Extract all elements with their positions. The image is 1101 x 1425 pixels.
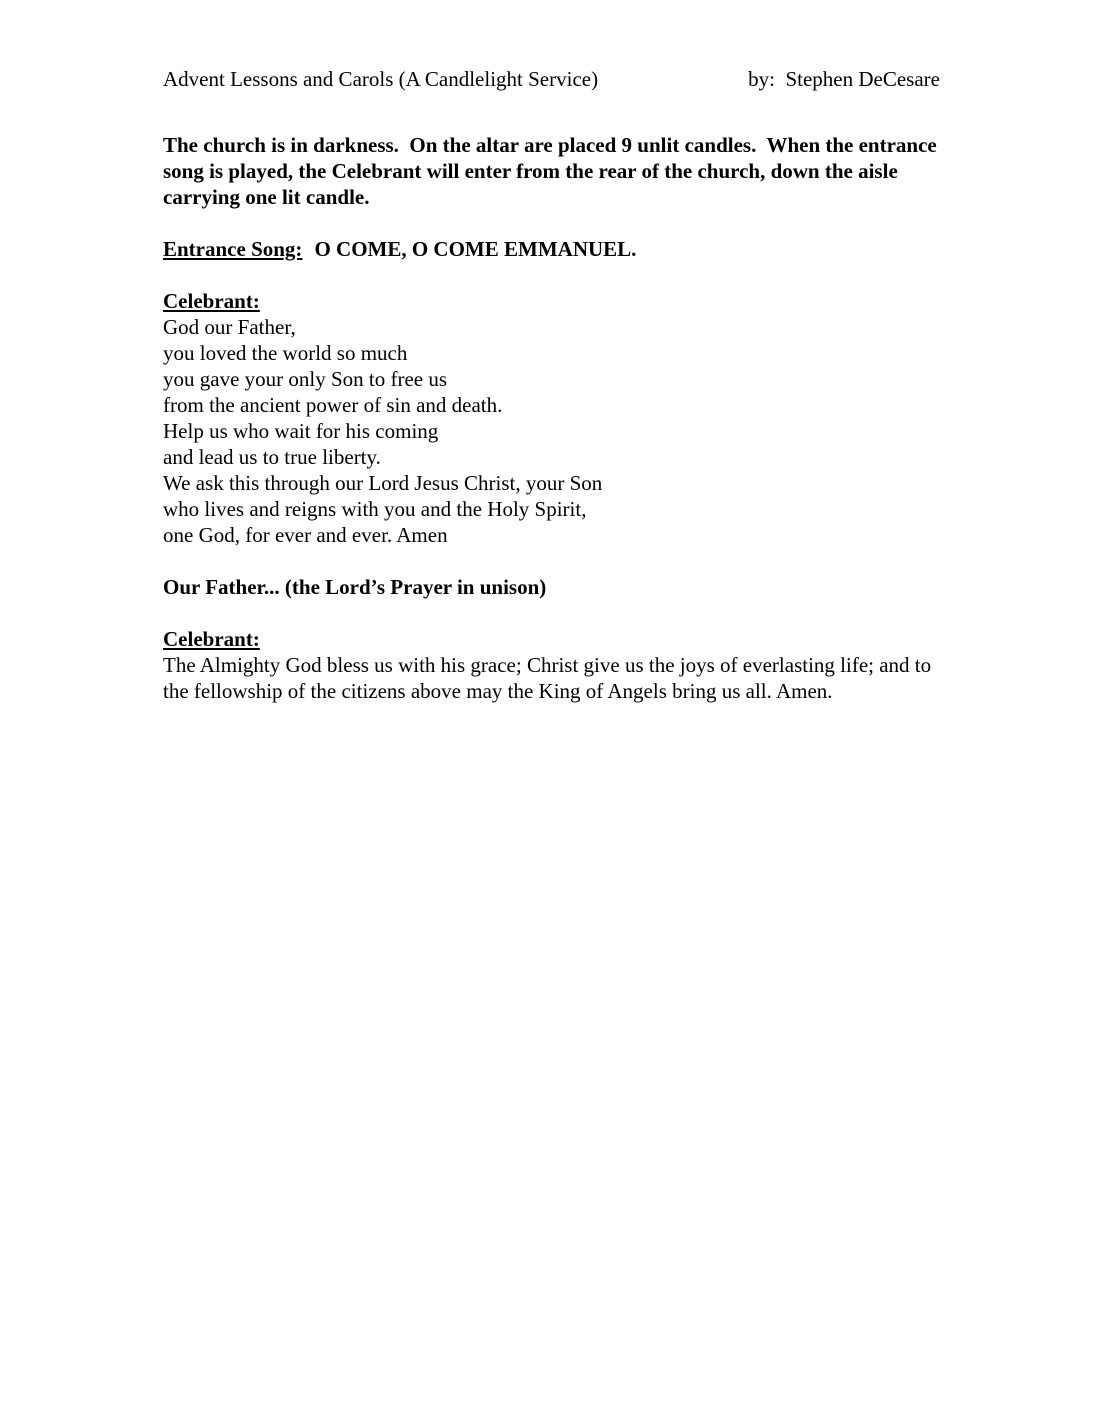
prayer-line: from the ancient power of sin and death. xyxy=(163,393,503,417)
document-title: Advent Lessons and Carols (A Candlelight Service) xyxy=(163,67,599,91)
prayer-line: one God, for ever and ever. Amen xyxy=(163,523,448,547)
prayer-line: God our Father, xyxy=(163,315,296,339)
prayer-line: you gave your only Son to free us xyxy=(163,367,448,391)
prayer-line: Help us who wait for his coming xyxy=(163,419,439,443)
celebrant-section-1 xyxy=(163,288,940,548)
entrance-song-line xyxy=(163,236,940,262)
our-father-line: Our Father... (the Lord’s Prayer in unison) xyxy=(163,575,547,599)
document-header xyxy=(163,66,940,92)
prayer-line: who lives and reigns with you and the Holy Spirit, xyxy=(163,497,587,521)
celebrant-label: Celebrant: xyxy=(163,289,260,313)
prayer-line: and lead us to true liberty. xyxy=(163,445,381,469)
blessing-paragraph: The Almighty God bless us with his grace; Christ give us the joys of everlasting life; and to the fellowship of the citizens above may the King of Angels bring us all. Amen. xyxy=(163,653,932,703)
intro-paragraph: The church is in darkness. On the altar are placed 9 unlit candles. When the entrance song is played, the Celebrant will enter from the rear of the church, down the aisle carrying one lit candle. xyxy=(163,133,942,209)
prayer-line: you loved the world so much xyxy=(163,341,408,365)
celebrant-label: Celebrant: xyxy=(163,627,260,651)
celebrant-section-2 xyxy=(163,626,940,704)
document-byline: by: Stephen DeCesare xyxy=(748,67,940,91)
entrance-song-title: O COME, O COME EMMANUEL. xyxy=(314,237,637,261)
entrance-song-label: Entrance Song: xyxy=(163,237,303,261)
prayer-line: We ask this through our Lord Jesus Christ, your Son xyxy=(163,471,603,495)
